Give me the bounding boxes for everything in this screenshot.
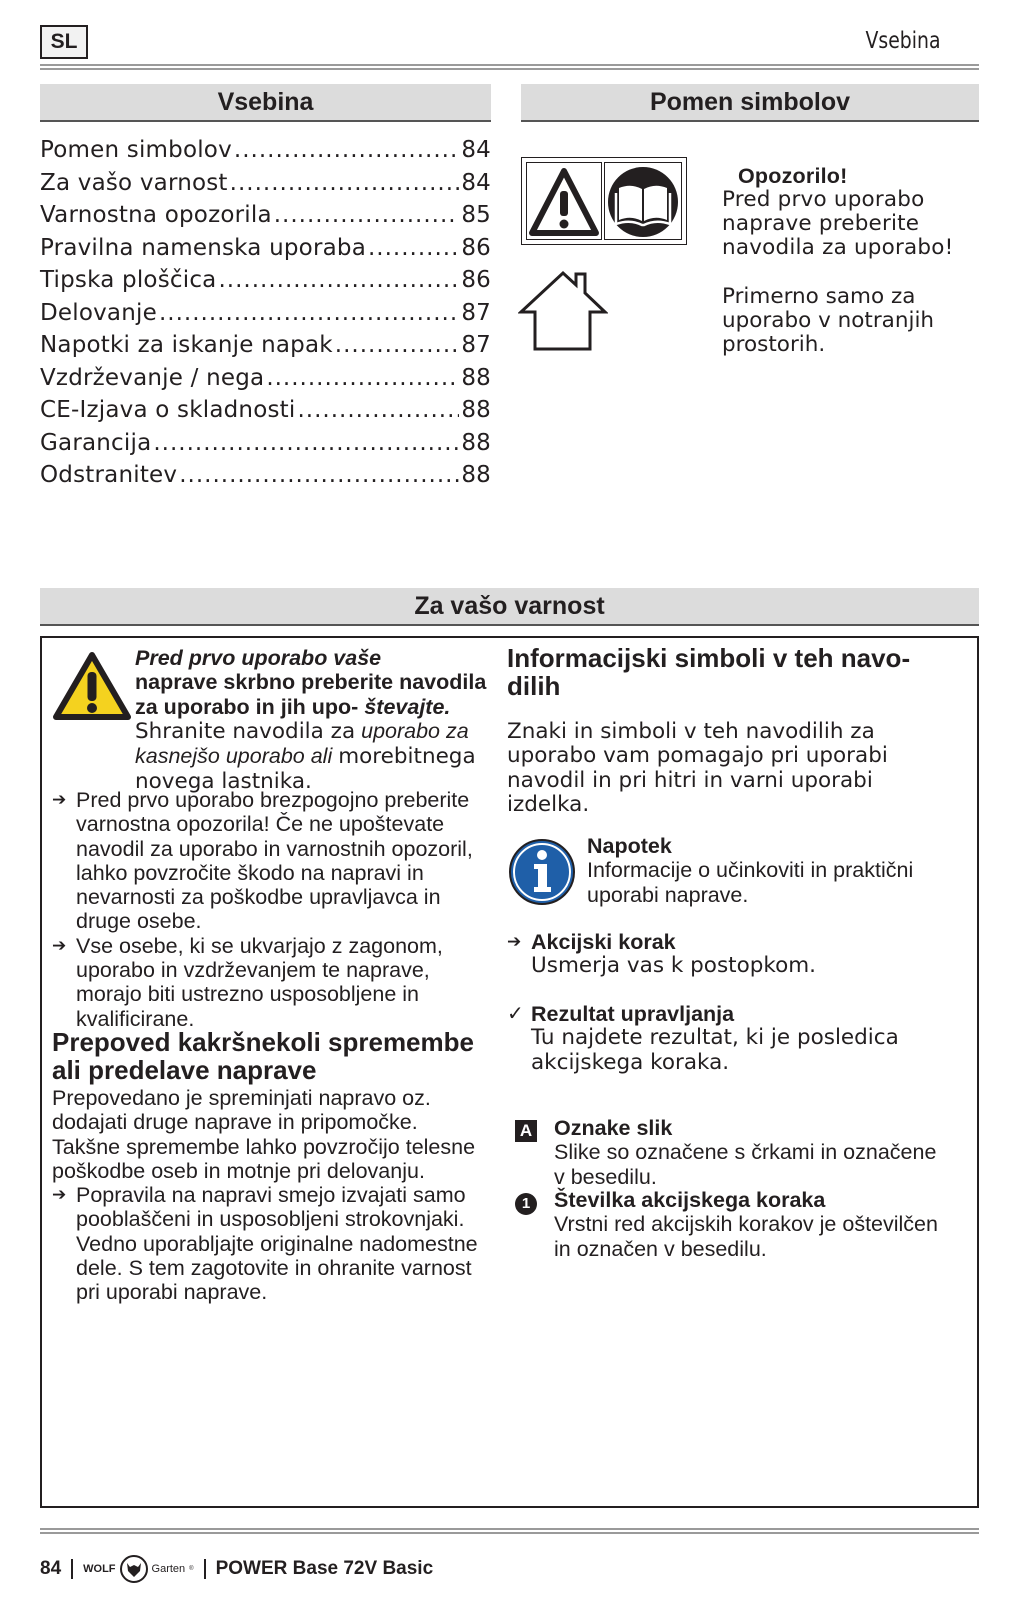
indoor-use-text: Primerno samo za uporabo v notranjih prostorih.: [722, 284, 935, 357]
info-symbols-heading: Informacijski simboli v teh navo-dilih: [507, 643, 911, 701]
figure-letter-badge: A: [515, 1120, 537, 1142]
modification-text: Prepovedano je spreminjati napravo oz. dodajati druge naprave in pripomočke. Takšne spremembe lahko povzročijo telesne poškodbe oseb in motnje pri delovanju.: [52, 1086, 476, 1183]
toc-leader-dots: [230, 167, 460, 200]
action-text: Usmerja vas k postopkom.: [531, 953, 817, 979]
toc-item-page: 86: [461, 267, 491, 293]
warning-heading: Opozorilo!: [738, 164, 848, 188]
toc-item[interactable]: [40, 362, 491, 395]
toc-item[interactable]: [40, 329, 491, 362]
toc-item[interactable]: [40, 199, 491, 232]
toc-item-label: Napotki za iskanje napak: [40, 332, 333, 358]
step-number-block: [554, 1188, 944, 1261]
symbols-title: Pomen simbolov: [521, 84, 979, 122]
table-of-contents: [40, 134, 491, 492]
figure-title: Oznake slik: [554, 1116, 673, 1140]
toc-item-label: Pravilna namenska uporaba: [40, 234, 366, 261]
warning-symbols-box: [521, 157, 687, 245]
wolf-logo-icon: [120, 1555, 148, 1583]
toc-item-label: Za vašo varnost: [40, 169, 228, 196]
toc-item-label: Delovanje: [40, 299, 157, 326]
toc-item-page: 84: [461, 137, 491, 163]
toc-item-label: Varnostna opozorila: [40, 202, 272, 228]
toc-item-page: 85: [461, 202, 491, 228]
toc-item-label: Vzdrževanje / nega: [40, 364, 265, 391]
warning-triangle-icon: [526, 162, 602, 240]
note-title: Napotek: [587, 834, 672, 858]
arrow-icon: ➔: [52, 935, 67, 955]
info-intro: Znaki in simboli v teh navodilih za uporabo vam pomagajo pri uporabi navodil in pri hitri in varni uporabi izdelka.: [507, 719, 888, 817]
modification-heading: Prepoved kakršnekoli spremembe ali predelave naprave: [52, 1027, 474, 1085]
toc-item-page: 86: [461, 234, 491, 261]
toc-leader-dots: [368, 232, 459, 265]
arrow-icon: ➔: [52, 790, 67, 809]
figure-text: Slike so označene s črkami in označene v besedilu.: [554, 1140, 937, 1189]
toc-item-page: 88: [461, 364, 491, 391]
toc-item-page: 87: [461, 332, 491, 358]
brand-logo: WOLF Garten ®: [83, 1555, 193, 1583]
toc-leader-dots: [179, 459, 459, 492]
toc-item-page: 88: [461, 429, 491, 456]
toc-item[interactable]: [40, 394, 491, 427]
product-name: POWER Base 72V Basic: [215, 1558, 434, 1579]
warning-text: Pred prvo uporabo naprave preberite navodila za uporabo!: [722, 187, 954, 260]
result-text: Tu najdete rezultat, ki je posledica akcijskega koraka.: [531, 1025, 899, 1075]
toc-item[interactable]: [40, 167, 491, 200]
info-icon: [508, 838, 576, 906]
toc-item-page: 88: [461, 462, 491, 488]
header-rule: [40, 64, 979, 70]
divider: [71, 1559, 73, 1579]
toc-leader-dots: [274, 199, 460, 232]
toc-item-page: 88: [461, 397, 491, 423]
language-badge: SL: [40, 25, 88, 59]
toc-title: Vsebina: [40, 84, 491, 122]
step-title: Številka akcijskega koraka: [554, 1188, 826, 1212]
toc-item-label: Pomen simbolov: [40, 137, 232, 163]
toc-item[interactable]: [40, 232, 491, 265]
read-manual-icon: [604, 162, 682, 240]
toc-leader-dots: [335, 329, 460, 362]
toc-item-page: 87: [461, 299, 491, 326]
list-item: ➔ Pred prvo uporabo brezpogojno preberite varnostna opozorila! Če ne upoštevate navodil za uporabo in varnostnih opozoril, lahko povzročite škodo na napravi in nevarnosti za poškodbe upravljavca in druge osebe.: [52, 788, 473, 934]
note-text: Informacije o učinkoviti in praktični uporabi naprave.: [587, 858, 914, 907]
checkmark-icon: ✓: [507, 1003, 524, 1025]
toc-item[interactable]: [40, 459, 491, 492]
safety-bullets: [52, 788, 482, 1031]
step-text: Vrstni red akcijskih korakov je oštevilčen in označen v besedilu.: [554, 1212, 938, 1261]
action-title: Akcijski korak: [531, 930, 676, 954]
page-number: 84: [40, 1558, 62, 1579]
toc-item[interactable]: [40, 297, 491, 330]
toc-leader-dots: [159, 297, 459, 330]
toc-item-label: Tipska ploščica: [40, 267, 217, 293]
footer: [40, 1555, 433, 1583]
safety-title: Za vašo varnost: [40, 588, 979, 626]
toc-item-label: Odstranitev: [40, 462, 178, 488]
note-block: [587, 834, 947, 907]
toc-leader-dots: [218, 264, 459, 297]
step-number-badge: 1: [515, 1193, 537, 1215]
list-item: ➔ Vse osebe, ki se ukvarjajo z zagonom, uporabo in vzdrževanjem te naprave, morajo biti ustrezno usposobljene in kvalificirane.: [52, 933, 443, 1031]
arrow-icon: ➔: [52, 1185, 67, 1205]
arrow-icon: ➔: [507, 932, 522, 951]
list-item: ➔ Popravila na napravi smejo izvajati samo pooblaščeni in usposobljeni strokovnjaki. Vedno uporabljajte originalne nadomestne dele. S tem zagotovite in ohranite varnost pri uporabi naprave.: [52, 1183, 478, 1305]
toc-item-label: CE-Izjava o skladnosti: [40, 397, 296, 423]
toc-leader-dots: [297, 394, 459, 427]
warning-yellow-triangle-icon: [52, 650, 132, 722]
warning-description: [722, 164, 982, 260]
modification-section: [52, 1086, 482, 1305]
footer-rule: [40, 1528, 979, 1534]
header-title: Vsebina: [865, 28, 941, 54]
toc-item-label: Garancija: [40, 429, 152, 456]
safety-box: [40, 636, 979, 1508]
action-step-block: [507, 930, 937, 979]
figure-labels-block: [554, 1116, 944, 1189]
result-block: [507, 1002, 937, 1075]
house-icon: [518, 270, 608, 352]
toc-leader-dots: [234, 134, 459, 167]
toc-item[interactable]: [40, 264, 491, 297]
safety-intro: Pred prvo uporabo vaše naprave skrbno preberite navodila za uporabo in jih upo- števajte. Shranite navodila za uporabo za kasnejšo uporabo ali morebitnega novega lastnika.: [135, 646, 487, 795]
toc-item[interactable]: [40, 427, 491, 460]
toc-leader-dots: [266, 362, 459, 395]
toc-leader-dots: [153, 427, 459, 460]
result-title: Rezultat upravljanja: [531, 1002, 735, 1026]
toc-item[interactable]: [40, 134, 491, 167]
toc-item-page: 84: [461, 169, 491, 196]
divider: [204, 1559, 206, 1579]
